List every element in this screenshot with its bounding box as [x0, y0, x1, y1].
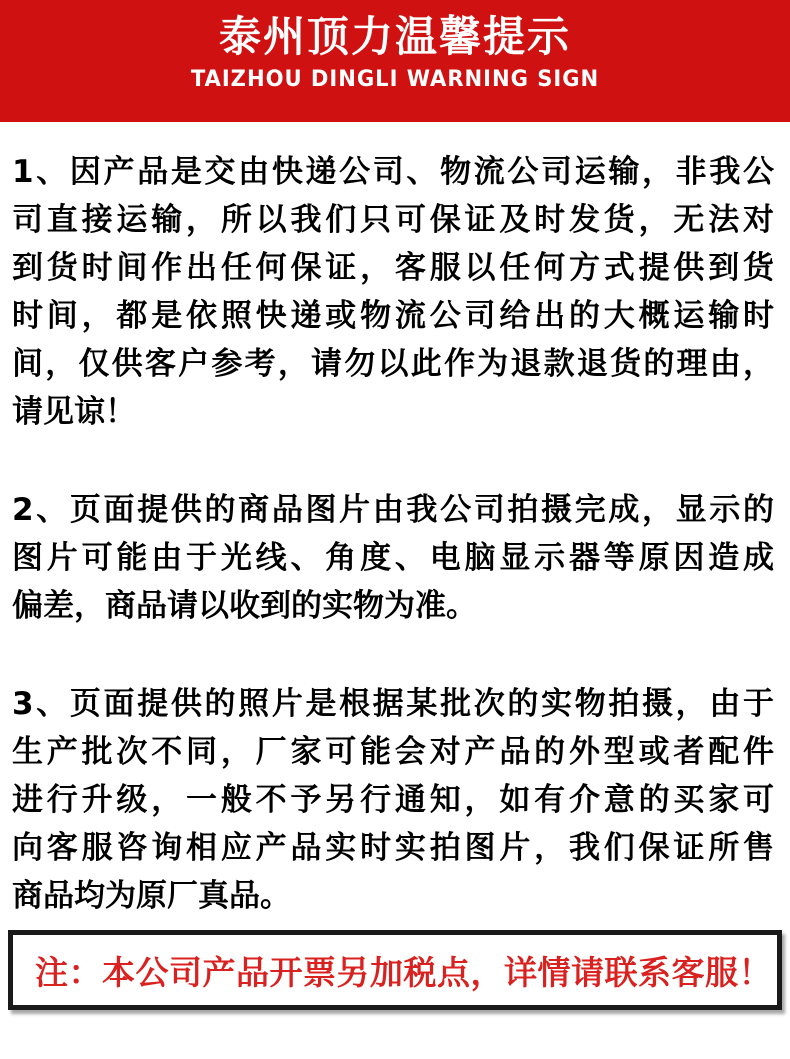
- notice-line: 图片可能由于光线、角度、电脑显示器等原因造成: [12, 540, 774, 576]
- notice-line: 到货时间作出任何保证，客服以任何方式提供到货: [12, 250, 774, 286]
- notice-line: 向客服咨询相应产品实时实拍图片，我们保证所售: [12, 830, 774, 866]
- notice-body: [0, 122, 790, 920]
- notice-paragraph-1: [12, 148, 774, 436]
- notice-line: 请见谅！: [12, 394, 136, 430]
- notice-line: 进行升级，一般不予另行通知，如有介意的买家可: [12, 782, 774, 818]
- notice-line: 偏差，商品请以收到的实物为准。: [12, 588, 477, 624]
- notice-line: 间，仅供客户参考，请勿以此作为退款退货的理由，: [12, 346, 774, 382]
- tax-note-box: [8, 930, 782, 1010]
- notice-line: 3、页面提供的照片是根据某批次的实物拍摄，由于: [12, 686, 774, 722]
- header-banner: [0, 0, 790, 122]
- tax-note-text: 注：本公司产品开票另加税点，详情请联系客服！: [35, 952, 772, 992]
- notice-line: 时间，都是依照快递或物流公司给出的大概运输时: [12, 298, 774, 334]
- notice-line: 1、因产品是交由快递公司、物流公司运输，非我公: [12, 154, 774, 190]
- notice-line: 商品均为原厂真品。: [12, 878, 291, 914]
- notice-paragraph-2: [12, 486, 774, 630]
- notice-line: 2、页面提供的商品图片由我公司拍摄完成，显示的: [12, 492, 774, 528]
- page-subtitle: TAIZHOU DINGLI WARNING SIGN: [190, 67, 600, 92]
- notice-line: 生产批次不同，厂家可能会对产品的外型或者配件: [12, 734, 774, 770]
- page-title: 泰州顶力温馨提示: [218, 12, 571, 61]
- notice-line: 司直接运输，所以我们只可保证及时发货，无法对: [12, 202, 774, 238]
- notice-paragraph-3: [12, 680, 774, 920]
